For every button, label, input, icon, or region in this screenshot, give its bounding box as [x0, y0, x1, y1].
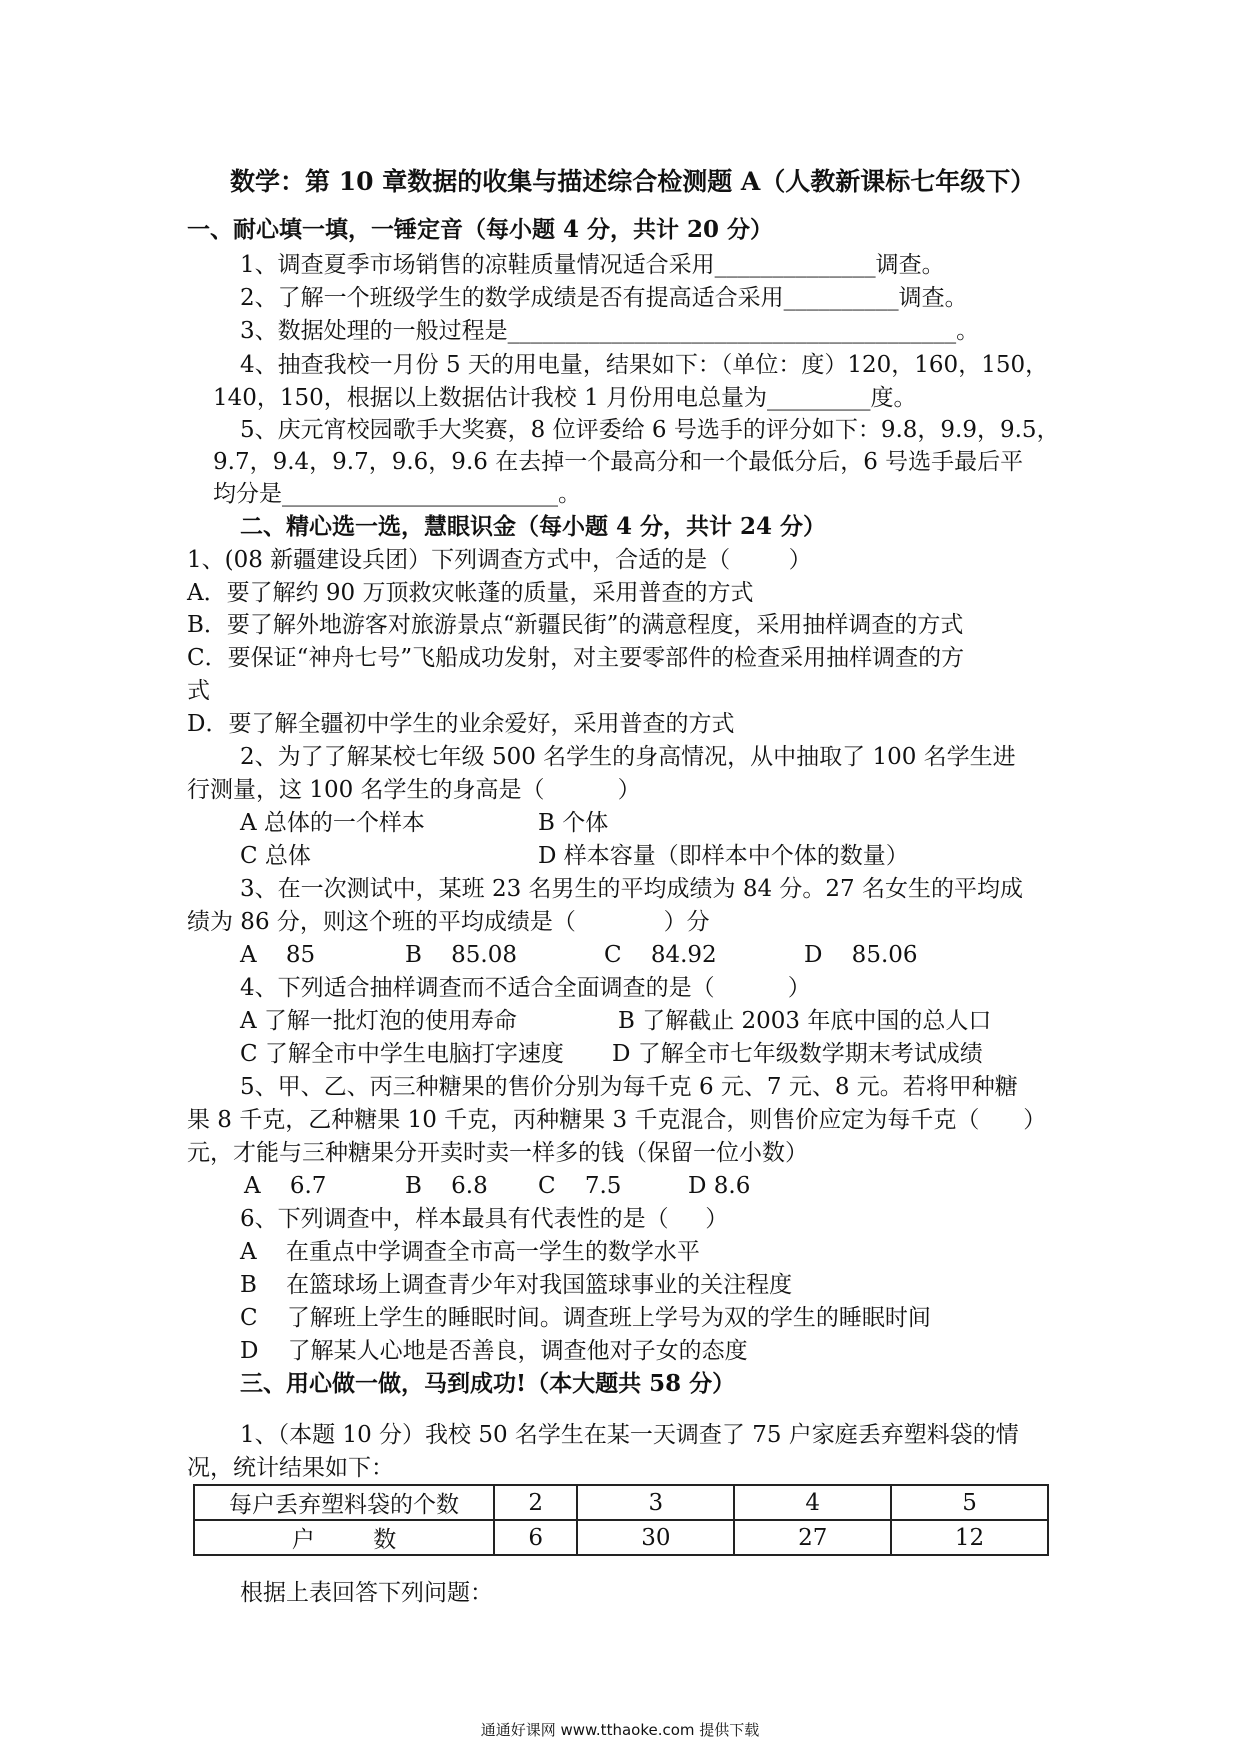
- choice-option: C 了解班上学生的睡眠时间。调查班上学号为双的学生的睡眠时间: [240, 1305, 931, 1331]
- table-row: [194, 1520, 1048, 1555]
- fill-question-2: 2、了解一个班级学生的数学成绩是否有提高适合采用__________调查。: [240, 285, 968, 311]
- table-row: [194, 1485, 1048, 1520]
- choice-option: B 在篮球场上调查青少年对我国篮球事业的关注程度: [240, 1272, 793, 1298]
- choice-option: C．要保证“神舟七号”飞船成功发射，对主要零部件的检查采用抽样调查的方: [187, 645, 965, 671]
- section-heading-1: 一、耐心填一填，一锤定音（每小题 4 分，共计 20 分）: [187, 216, 774, 243]
- table-cell: 30: [577, 1520, 734, 1555]
- choice-option: C 7.5: [538, 1173, 622, 1199]
- fill-question-5-cont: 9.7，9.4，9.7，9.6，9.6 在去掉一个最高分和一个最低分后，6 号选手最后平: [213, 449, 1024, 475]
- choice-option: D．要了解全疆初中学生的业余爱好，采用普查的方式: [187, 711, 735, 737]
- work-question-1: 1、（本题 10 分）我校 50 名学生在某一天调查了 75 户家庭丢弃塑料袋的情: [240, 1422, 1019, 1448]
- choice-option: A．要了解约 90 万顶救灾帐蓬的质量，采用普查的方式: [187, 580, 754, 606]
- choice-option: D 8.6: [688, 1173, 751, 1199]
- work-question-1-cont: 况，统计结果如下：: [187, 1455, 394, 1481]
- choice-option: A 在重点中学调查全市高一学生的数学水平: [240, 1239, 700, 1265]
- choice-question-3-cont: 绩为 86 分，则这个班的平均成绩是（ ）分: [187, 909, 710, 935]
- choice-option: A 总体的一个样本: [240, 810, 425, 836]
- table-cell: 4: [734, 1485, 891, 1520]
- fill-question-1: 1、调查夏季市场销售的凉鞋质量情况适合采用______________调查。: [240, 252, 945, 278]
- choice-option: C 84.92: [604, 942, 717, 968]
- choice-option-cont: 式: [187, 678, 210, 704]
- choice-question-5-cont-2: 元，才能与三种糖果分开卖时卖一样多的钱（保留一位小数）: [187, 1140, 808, 1166]
- table-cell: 6: [494, 1520, 577, 1555]
- choice-option: C 总体: [240, 843, 311, 869]
- choice-question-2-cont: 行测量，这 100 名学生的身高是（ ）: [187, 777, 641, 803]
- choice-option: C 了解全市中学生电脑打字速度: [240, 1041, 564, 1067]
- plastic-bag-table: [193, 1484, 1049, 1556]
- choice-option: B．要了解外地游客对旅游景点“新疆民街”的满意程度，采用抽样调查的方式: [187, 612, 964, 638]
- choice-option: B 了解截止 2003 年底中国的总人口: [618, 1008, 992, 1034]
- choice-option: D 了解某人心地是否善良，调查他对子女的态度: [240, 1338, 748, 1364]
- fill-question-4: 4、抽查我校一月份 5 天的用电量，结果如下：（单位：度）120，160，150，: [240, 352, 1049, 378]
- choice-question-5: 5、甲、乙、丙三种糖果的售价分别为每千克 6 元、7 元、8 元。若将甲种糖: [240, 1074, 1018, 1100]
- choice-question-2: 2、为了了解某校七年级 500 名学生的身高情况，从中抽取了 100 名学生进: [240, 744, 1016, 770]
- section-heading-2: 二、精心选一选，慧眼识金（每小题 4 分，共计 24 分）: [240, 513, 827, 540]
- choice-question-5-cont: 果 8 千克，乙种糖果 10 千克，丙种糖果 3 千克混合，则售价应定为每千克（ ）: [187, 1107, 1047, 1133]
- work-instruction: 根据上表回答下列问题：: [240, 1580, 493, 1606]
- table-cell: 27: [734, 1520, 891, 1555]
- choice-option: B 85.08: [405, 942, 517, 968]
- choice-question-4: 4、下列适合抽样调查而不适合全面调查的是（ ）: [240, 975, 811, 1001]
- fill-question-5: 5、庆元宵校园歌手大奖赛，8 位评委给 6 号选手的评分如下：9.8，9.9，9.5，: [240, 417, 1060, 443]
- choice-option: A 了解一批灯泡的使用寿命: [240, 1008, 517, 1034]
- footer-credit: 通通好课网 www.tthaoke.com 提供下载: [480, 1721, 760, 1739]
- choice-option: B 6.8: [405, 1173, 488, 1199]
- table-cell: 12: [891, 1520, 1048, 1555]
- table-cell: 户 数: [194, 1520, 494, 1555]
- table-cell: 5: [891, 1485, 1048, 1520]
- choice-option: A 85: [240, 942, 316, 968]
- table-cell: 2: [494, 1485, 577, 1520]
- choice-option: A 6.7: [244, 1173, 327, 1199]
- fill-question-3: 3、数据处理的一般过程是_______________________________________。: [240, 318, 980, 344]
- table-cell: 每户丢弃塑料袋的个数: [194, 1485, 494, 1520]
- choice-option: D 85.06: [804, 942, 918, 968]
- fill-question-5-cont-2: 均分是________________________。: [213, 481, 581, 507]
- choice-option: D 样本容量（即样本中个体的数量）: [538, 843, 909, 869]
- section-heading-3: 三、用心做一做，马到成功!（本大题共 58 分）: [240, 1370, 736, 1397]
- fill-question-4-cont: 140，150，根据以上数据估计我校 1 月份用电总量为_________度。: [213, 385, 917, 411]
- choice-question-6: 6、下列调查中，样本最具有代表性的是（ ）: [240, 1206, 729, 1232]
- doc-title: 数学：第 10 章数据的收集与描述综合检测题 A（人教新课标七年级下）: [230, 167, 1036, 196]
- choice-question-3: 3、在一次测试中，某班 23 名男生的平均成绩为 84 分。27 名女生的平均成: [240, 876, 1023, 902]
- table-cell: 3: [577, 1485, 734, 1520]
- choice-question-1: 1、(08 新疆建设兵团）下列调查方式中，合适的是（ ）: [187, 547, 812, 573]
- choice-option: D 了解全市七年级数学期末考试成绩: [612, 1041, 983, 1067]
- choice-option: B 个体: [538, 810, 609, 836]
